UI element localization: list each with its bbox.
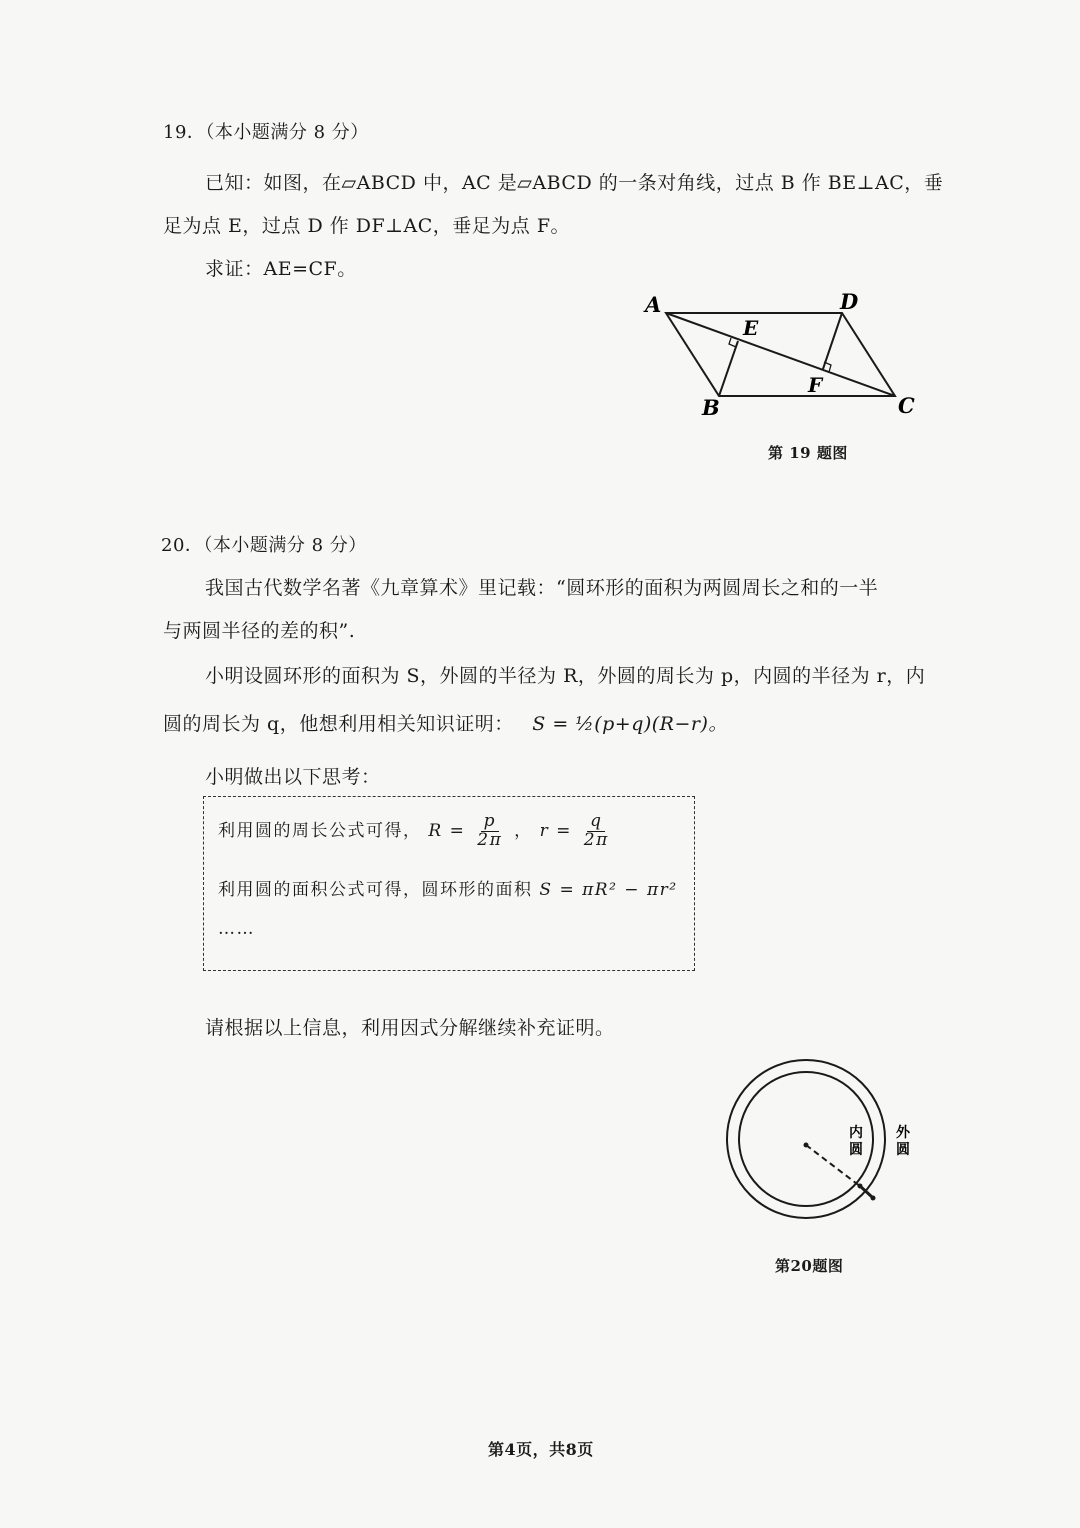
segment-be (719, 341, 738, 396)
box-r-fraction (581, 813, 612, 850)
box-line3: …… (218, 919, 255, 939)
right-angle-e (729, 338, 736, 347)
box-r-num: q (587, 813, 605, 832)
q20-think: 小明做出以下思考： (205, 766, 381, 788)
label-a: A (645, 292, 662, 317)
box-line2 (218, 875, 678, 900)
label-f: F (808, 373, 823, 397)
q20-line2: 与两圆半径的差的积”. (163, 620, 356, 642)
q20-line1: 我国古代数学名著《九章算术》里记载：“圆环形的面积为两圆周长之和的一半 (205, 577, 879, 599)
label-b: B (702, 395, 720, 420)
box-R-fraction (474, 813, 505, 850)
outer-radius-point (871, 1196, 876, 1201)
box-r-eq: r = (539, 820, 572, 841)
q20-claim-formula: S = ½(p+q)(R−r)。 (532, 713, 728, 735)
q19-heading: 19．（本小题满分 8 分） (163, 122, 369, 143)
inner-circle-label: 内圆 (849, 1125, 863, 1158)
box-area-formula: S = πR² − πr² (539, 880, 678, 900)
q19-figure (635, 285, 935, 425)
box-R-eq: R = (428, 820, 466, 841)
q20-heading: 20．（本小题满分 8 分） (161, 535, 367, 556)
q19-caption: 第 19 题图 (768, 444, 848, 462)
q20-line4 (163, 709, 728, 736)
q19-line1: 已知：如图，在▱ABCD 中，AC 是▱ABCD 的一条对角线，过点 B 作 BE⊥AC，垂 (205, 172, 944, 194)
q19-line2: 足为点 E，过点 D 作 DF⊥AC，垂足为点 F。 (163, 215, 571, 237)
q20-caption: 第20题图 (775, 1257, 844, 1275)
q20-line3: 小明设圆环形的面积为 S，外圆的半径为 R，外圆的周长为 p，内圆的半径为 r，内 (205, 665, 926, 687)
outer-circle-label: 外圆 (896, 1125, 910, 1158)
box-line1-text: 利用圆的周长公式可得， (218, 820, 422, 841)
page-footer: 第4页，共8页 (488, 1440, 594, 1459)
segment-df (823, 313, 842, 369)
box-R-num: p (481, 813, 499, 832)
box-line2-text: 利用圆的面积公式可得，圆环形的面积 (218, 880, 533, 900)
q20-ask: 请根据以上信息，利用因式分解继续补充证明。 (205, 1017, 615, 1039)
q19-prove: 求证：AE=CF。 (205, 258, 357, 280)
thinking-box (203, 796, 695, 971)
label-d: D (840, 289, 859, 314)
label-e: E (743, 316, 759, 340)
box-R-den: 2π (477, 829, 503, 850)
label-c: C (898, 393, 915, 418)
box-sep: ， (514, 820, 533, 841)
box-r-den: 2π (583, 829, 609, 850)
box-line1 (218, 813, 614, 850)
q20-figure (710, 1055, 925, 1225)
inner-radius-point (858, 1184, 863, 1189)
q20-line4-text: 圆的周长为 q，他想利用相关知识证明： (163, 713, 514, 735)
diagonal-ac (666, 313, 895, 396)
